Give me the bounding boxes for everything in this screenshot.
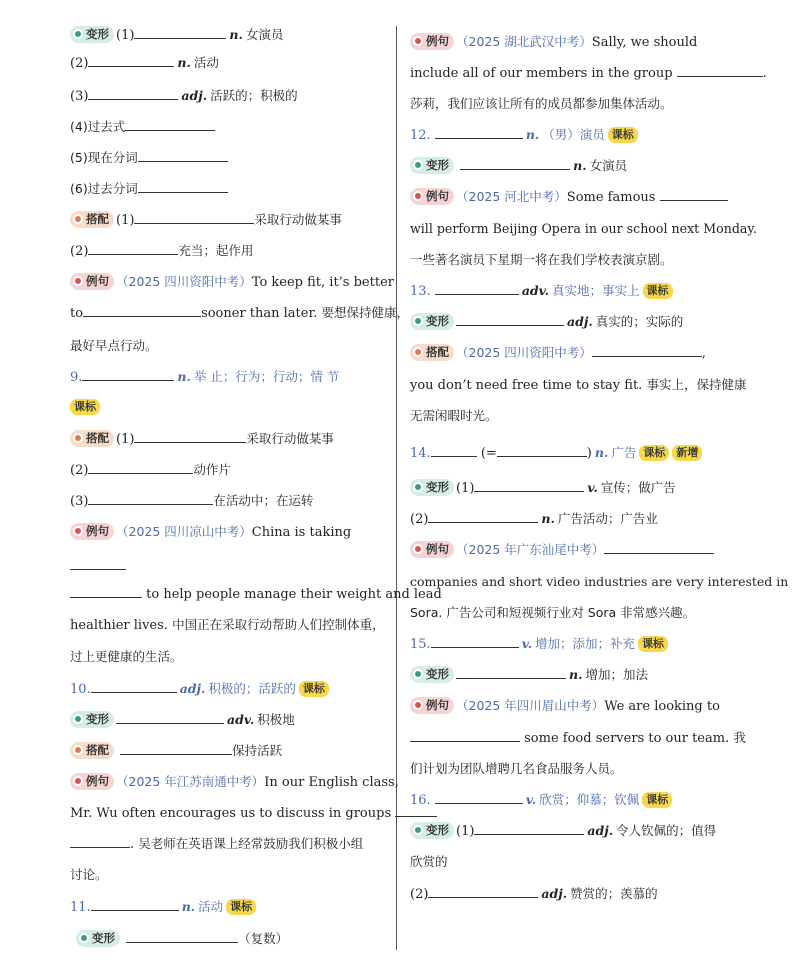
example-row: to sooner than later. 要想保持健康， (70, 305, 410, 321)
curriculum-badge: 课标 (642, 792, 672, 808)
example-row: 例句 （2025 年江苏南通中考）In our English class, (70, 772, 399, 793)
answer-blank[interactable] (83, 303, 201, 317)
variant-row: 变形 (1) adj. 令人钦佩的；值得 (410, 821, 716, 842)
curriculum-badge: 课标 (226, 899, 256, 915)
answer-blank[interactable] (604, 540, 714, 554)
collocation-row: 搭配 (1) 采取行动做某事 (70, 429, 334, 450)
answer-blank[interactable] (88, 491, 213, 505)
example-tag: 例句 (70, 273, 114, 290)
example-tag: 例句 (410, 33, 454, 50)
variant-row: 变形 (1) n. 女演员 (70, 25, 283, 46)
answer-blank[interactable] (116, 710, 224, 724)
answer-blank[interactable] (428, 509, 538, 523)
answer-blank[interactable] (91, 679, 177, 693)
word-entry-14: 14. (= ) n. 广告 课标 新增 (410, 443, 702, 464)
answer-blank[interactable] (134, 429, 246, 443)
example-row: 最好早点行动。 (70, 338, 158, 353)
example-row: healthier lives. 中国正在采取行动帮助人们控制体重， (70, 617, 385, 633)
example-row: 过上更健康的生活。 (70, 649, 183, 664)
collocation-tag: 搭配 (410, 344, 454, 361)
circle-icon (413, 316, 423, 326)
circle-icon (413, 482, 423, 492)
circle-icon (413, 36, 423, 46)
word-entry-15: 15. v. 增加；添加；补充 课标 (410, 634, 668, 655)
variant-tag: 变形 (410, 479, 454, 496)
variant-row: (2) n. 广告活动；广告业 (410, 511, 658, 527)
answer-blank[interactable] (474, 478, 584, 492)
answer-blank[interactable] (592, 343, 702, 357)
collocation-row: (3) 在活动中；在运转 (70, 493, 314, 509)
curriculum-badge: 课标 (70, 399, 100, 415)
circle-icon (73, 526, 83, 536)
variant-row: (2) adj. 赞赏的；羡慕的 (410, 886, 658, 902)
answer-blank[interactable] (70, 834, 130, 848)
circle-icon (73, 714, 83, 724)
collocation-row: 搭配 保持活跃 (70, 741, 282, 762)
answer-blank[interactable] (126, 929, 238, 943)
collocation-tag: 搭配 (70, 430, 114, 447)
variant-tag: 变形 (70, 711, 114, 728)
example-row: 例句 （2025 四川资阳中考）To keep fit, it’s better (70, 272, 394, 293)
circle-icon (73, 745, 83, 755)
example-row: 一些著名演员下星期一将在我们学校表演京剧。 (410, 252, 673, 267)
word-entry-10: 10. adj. 积极的；活跃的 课标 (70, 679, 329, 700)
example-row: 例句 （2025 年广东汕尾中考） (410, 540, 714, 561)
variant-row: (6)过去分词 (70, 179, 228, 200)
example-row: some food servers to our team. 我 (410, 728, 746, 749)
answer-blank[interactable] (677, 63, 763, 77)
word-entry-16: 16. v. 欣赏；仰慕；钦佩 课标 (410, 790, 672, 811)
answer-blank[interactable] (91, 897, 179, 911)
variant-row: 变形 （复数） (76, 929, 288, 950)
answer-blank[interactable] (660, 187, 728, 201)
answer-blank[interactable] (120, 741, 232, 755)
collocation-row: (2) 动作片 (70, 462, 231, 478)
example-row: 莎莉，我们应该让所有的成员都参加集体活动。 (410, 96, 673, 111)
circle-icon (73, 776, 83, 786)
circle-icon (73, 276, 83, 286)
example-row: 例句 （2025 河北中考）Some famous (410, 187, 728, 208)
example-row: 例句 （2025 年四川眉山中考）We are looking to (410, 696, 720, 717)
word-entry-9-badge (70, 398, 100, 418)
answer-blank[interactable] (88, 460, 193, 474)
example-row: . 吴老师在英语课上经常鼓励我们积极小组 (70, 834, 363, 855)
variant-row: (3) adj. 活跃的；积极的 (70, 88, 298, 104)
answer-blank[interactable] (497, 443, 587, 457)
variant-row: 变形 adv. 积极地 (70, 710, 295, 731)
circle-icon (413, 669, 423, 679)
collocation-row: (2) 充当；起作用 (70, 243, 254, 259)
variant-tag: 变形 (410, 157, 454, 174)
example-row: 讨论。 (70, 867, 108, 882)
answer-blank[interactable] (435, 125, 523, 139)
collocation-row: you don’t need free time to stay fit. 事实上，保持健康 (410, 377, 747, 393)
variant-row: (2) n. 活动 (70, 55, 219, 71)
answer-blank[interactable] (428, 884, 538, 898)
variant-tag: 变形 (70, 26, 114, 43)
variant-row: 欣赏的 (410, 854, 448, 869)
variant-tag: 变形 (410, 313, 454, 330)
new-badge: 新增 (672, 445, 702, 461)
example-tag: 例句 (410, 697, 454, 714)
variant-tag: 变形 (410, 666, 454, 683)
circle-icon (413, 825, 423, 835)
answer-blank[interactable] (460, 156, 570, 170)
curriculum-badge: 课标 (643, 283, 673, 299)
example-tag: 例句 (70, 523, 114, 540)
collocation-tag: 搭配 (70, 211, 114, 228)
answer-blank[interactable] (138, 148, 228, 162)
example-row: include all of our members in the group . (410, 63, 767, 84)
answer-blank[interactable] (456, 665, 566, 679)
variant-row: 变形 adj. 真实的；实际的 (410, 312, 683, 333)
example-row: will perform Beijing Opera in our school next Monday. (410, 221, 757, 236)
curriculum-badge: 课标 (638, 636, 668, 652)
word-entry-11: 11. n. 活动 课标 (70, 897, 256, 918)
example-row (70, 556, 126, 577)
circle-icon (79, 933, 89, 943)
answer-blank[interactable] (431, 634, 519, 648)
variant-row: 变形 n. 女演员 (410, 156, 627, 177)
circle-icon (73, 29, 83, 39)
variant-row: (5)现在分词 (70, 148, 228, 169)
example-row: 例句 （2025 湖北武汉中考）Sally, we should (410, 32, 697, 53)
answer-blank[interactable] (88, 53, 174, 67)
circle-icon (413, 160, 423, 170)
answer-blank[interactable] (435, 281, 519, 295)
collocation-row: 无需闲暇时光。 (410, 408, 498, 423)
circle-icon (413, 191, 423, 201)
circle-icon (413, 700, 423, 710)
variant-row: (4)过去式 (70, 117, 215, 138)
word-entry-9: 9. n. 举 止；行为；行动；情 节 (70, 369, 340, 385)
variant-row: 变形 (1) v. 宣传；做广告 (410, 478, 676, 499)
answer-blank[interactable] (134, 210, 254, 224)
answer-blank[interactable] (410, 728, 520, 742)
circle-icon (73, 214, 83, 224)
answer-blank[interactable] (70, 556, 126, 570)
answer-blank[interactable] (88, 86, 178, 100)
circle-icon (413, 544, 423, 554)
example-row: to help people manage their weight and lead (70, 584, 442, 605)
curriculum-badge: 课标 (608, 127, 638, 143)
word-entry-13: 13. adv. 真实地；事实上 课标 (410, 281, 673, 302)
answer-blank[interactable] (456, 312, 564, 326)
example-row: Mr. Wu often encourages us to discuss in groups (70, 803, 437, 824)
answer-blank[interactable] (82, 367, 174, 381)
answer-blank[interactable] (125, 117, 215, 131)
example-tag: 例句 (410, 188, 454, 205)
curriculum-badge: 课标 (639, 445, 669, 461)
variant-tag: 变形 (76, 930, 120, 947)
example-row: Sora. 广告公司和短视频行业对 Sora 非常感兴趣。 (410, 605, 696, 620)
example-tag: 例句 (410, 541, 454, 558)
collocation-row: 搭配 （2025 四川资阳中考） , (410, 343, 706, 364)
answer-blank[interactable] (70, 584, 142, 598)
answer-blank[interactable] (88, 241, 178, 255)
answer-blank[interactable] (138, 179, 228, 193)
circle-icon (73, 433, 83, 443)
answer-blank[interactable] (431, 443, 477, 457)
collocation-row: 搭配 (1) 采取行动做某事 (70, 210, 342, 231)
answer-blank[interactable] (134, 25, 226, 39)
answer-blank[interactable] (435, 790, 523, 804)
curriculum-badge: 课标 (299, 681, 329, 697)
example-tag: 例句 (70, 773, 114, 790)
circle-icon (413, 347, 423, 357)
example-row: 例句 （2025 四川凉山中考）China is taking (70, 522, 351, 543)
example-row: 们计划为团队增聘几名食品服务人员。 (410, 761, 623, 776)
collocation-tag: 搭配 (70, 742, 114, 759)
example-row: companies and short video industries are very interested in (410, 574, 789, 589)
variant-row: 变形 n. 增加；加法 (410, 665, 648, 686)
answer-blank[interactable] (474, 821, 584, 835)
variant-tag: 变形 (410, 822, 454, 839)
word-entry-12: 12. n. （男）演员 课标 (410, 125, 638, 146)
